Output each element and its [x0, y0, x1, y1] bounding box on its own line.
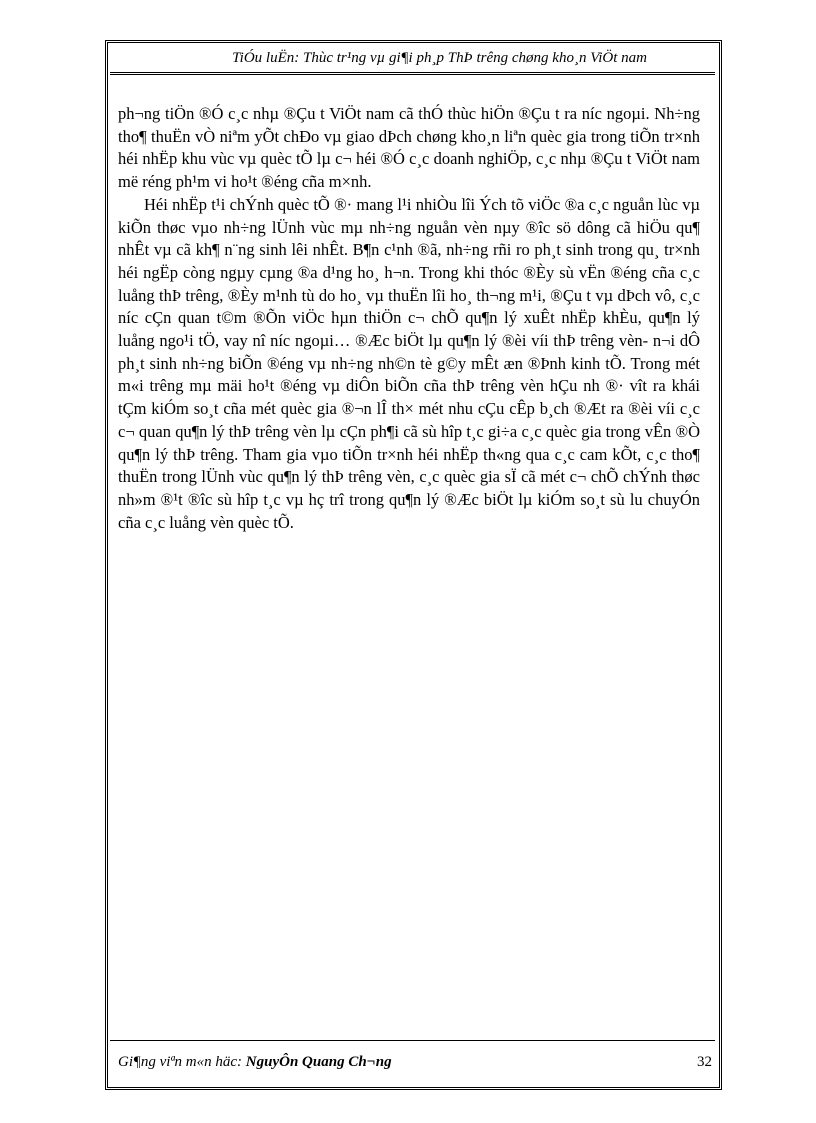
page-number: 32	[697, 1054, 712, 1070]
footer-credit	[118, 1054, 392, 1071]
footer-rule	[110, 1040, 715, 1041]
paragraph: ph¬ng tiÖn ®Ó c¸c nhµ ®Çu t ViÖt nam cã thÓ thùc hiÖn ®Çu t ra níc ngoµi. Nh÷ng tho¶ thuËn vÒ niªm yÕt chÐo vµ giao dÞch chøng kho¸n liªn quèc gia trong tiÕn tr×nh héi nhËp khu vùc vµ quèc tÕ lµ c¬ héi ®Ó c¸c doanh nghiÖp, c¸c nhµ ®Çu t ViÖt nam më réng ph¹m vi ho¹t ®éng cña m×nh.	[118, 104, 700, 192]
body-text	[118, 103, 700, 534]
footer	[118, 1054, 712, 1071]
footer-label: Gi¶ng viªn m«n häc:	[118, 1054, 246, 1070]
header-rule	[110, 72, 715, 75]
paragraph: Héi nhËp t¹i chÝnh quèc tÕ ®· mang l¹i nhiÒu lîi Ých tõ viÖc ®a c¸c nguån lùc vµ kiÕn thøc vµo nh÷ng lÜnh vùc mµ nh÷ng nguån vèn nµy ®îc sö dông cã hiÖu qu¶ nhÊt vµ cã kh¶ n¨ng sinh lêi nhÊt. B¶n c¹nh ®ã, nh÷ng rñi ro ph¸t sinh trong qu¸ tr×nh héi ngËp còng ngµy cµng ®a d¹ng ho¸ h¬n. Trong khi thóc ®Èy sù vËn ®éng cña c¸c luång thÞ trêng, ®Èy m¹nh tù do ho¸ vµ thuËn lîi ho¸ th¬ng m¹i, ®Çu t vµ dÞch vô, c¸c níc cÇn quan t©m ®Õn viÖc hµn thiÖn c¬ chÕ qu¶n lý xuÊt nhËp khÈu, qu¶n lý luång ngo¹i tÖ, vay nî níc ngoµi… ®Æc biÖt lµ qu¶n lý ®èi víi thÞ trêng vèn- n¬i dÔ ph¸t sinh nh÷ng biÕn ®éng vµ nh÷ng nh©n tè g©y mÊt æn ®Þnh kinh tÕ. Trong mét m«i trêng mµ mäi ho¹t ®éng vµ diÔn biÕn cña thÞ trêng vèn hÇu nh ®· vît ra khái tÇm kiÓm so¸t cña mét quèc gia ®¬n lÎ th× mét nhu cÇu cÊp b¸ch ®Æt ra ®èi víi c¸c c¬ quan qu¶n lý thÞ trêng vèn lµ cÇn ph¶i cã sù hîp t¸c gi÷a c¸c quèc gia trong vÊn ®Ò qu¶n lý thÞ trêng. Tham gia vµo tiÕn tr×nh héi nhËp th«ng qua c¸c cam kÕt, c¸c tho¶ thuËn trong lÜnh vùc qu¶n lý thÞ trêng vèn, c¸c quèc gia sÏ cã mét c¬ chÕ chÝnh thøc nh»m ®¹t ®îc sù hîp t¸c vµ hç trî trong qu¶n lý ®Æc biÖt lµ kiÓm so¸t sù lu chuyÓn cña c¸c luång vèn quèc tÕ.	[118, 194, 700, 532]
running-header: TiÓu luËn: Thùc tr¹ng vµ gi¶i ph¸p ThÞ trêng chøng kho¸n ViÖt nam	[232, 50, 647, 66]
footer-author-name: NguyÔn Quang Ch¬ng	[245, 1054, 392, 1070]
